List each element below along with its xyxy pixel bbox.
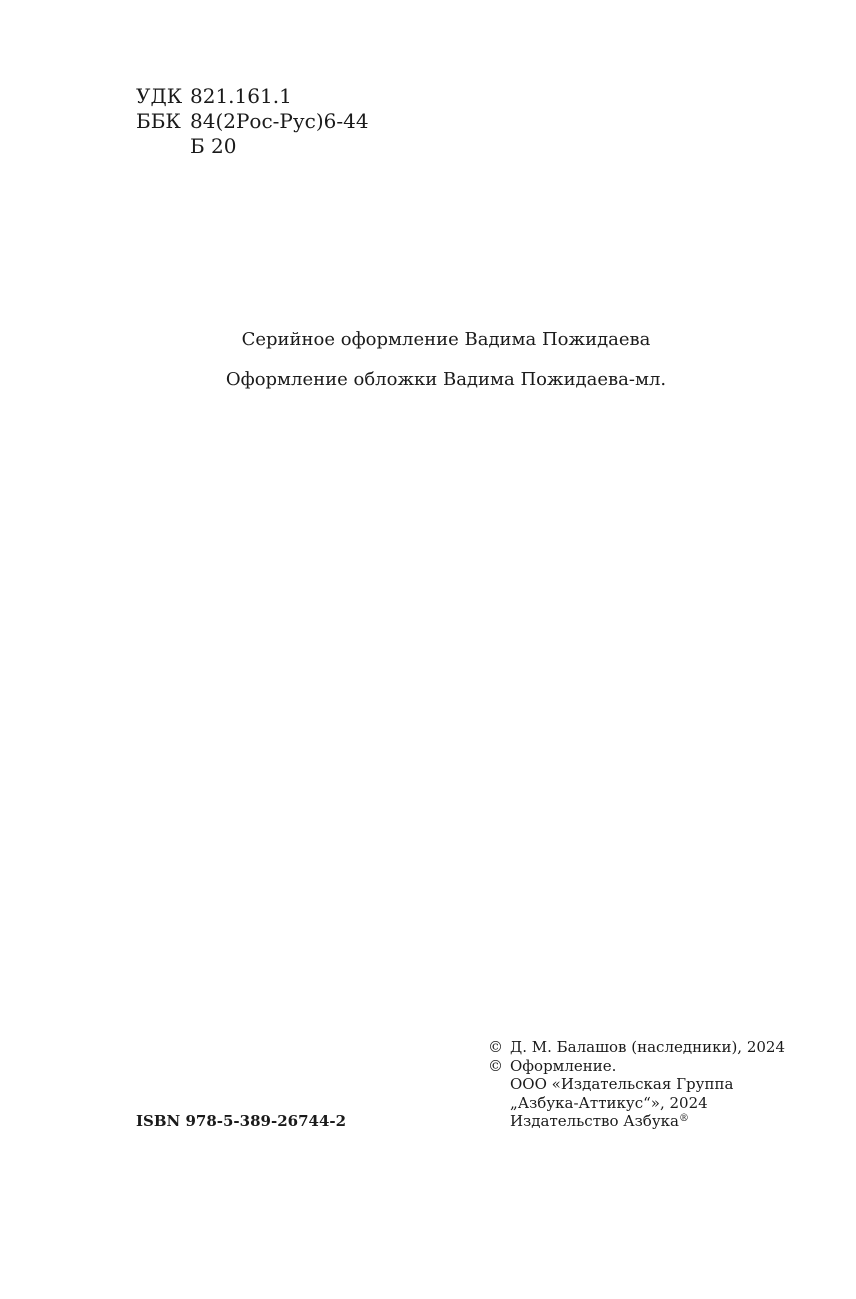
bbk-value: 84(2Рос-Рус)6-44 — [190, 109, 369, 133]
copyright-design: Оформление. — [510, 1056, 617, 1075]
classification-block — [136, 84, 369, 159]
series-design-credit: Серийное оформление Вадима Пожидаева — [241, 329, 651, 350]
copyright-author: Д. М. Балашов (наследники), 2024 — [510, 1038, 786, 1056]
author-mark-row — [136, 134, 369, 159]
copyright-publisher-line-2 — [488, 1094, 785, 1113]
copyright-imprint — [510, 1112, 689, 1131]
cover-design-credit: Оформление обложки Вадима Пожидаева-мл. — [225, 369, 667, 390]
copyright-author-line — [488, 1038, 785, 1057]
author-mark: Б 20 — [190, 134, 237, 158]
copyright-symbol: © — [488, 1056, 503, 1075]
copyright-publisher-line-1 — [488, 1075, 785, 1094]
copyright-block — [488, 1038, 785, 1131]
copyright-publisher-2: „Азбука-Аттикус“», 2024 — [510, 1093, 708, 1112]
registered-mark: ® — [678, 1113, 689, 1124]
udk-label: УДК — [136, 84, 183, 108]
imprint-name: Издательство Азбука — [510, 1112, 679, 1130]
udk-value: 821.161.1 — [190, 84, 292, 108]
copyright-publisher-1: ООО «Издательская Группа — [510, 1075, 734, 1093]
copyright-imprint-line — [488, 1112, 785, 1131]
bbk-label: ББК — [136, 109, 181, 133]
udk-row — [136, 84, 369, 109]
copyright-design-line — [488, 1057, 785, 1076]
bbk-row — [136, 109, 369, 134]
copyright-symbol: © — [488, 1038, 503, 1056]
isbn: ISBN 978-5-389-26744-2 — [136, 1112, 347, 1130]
